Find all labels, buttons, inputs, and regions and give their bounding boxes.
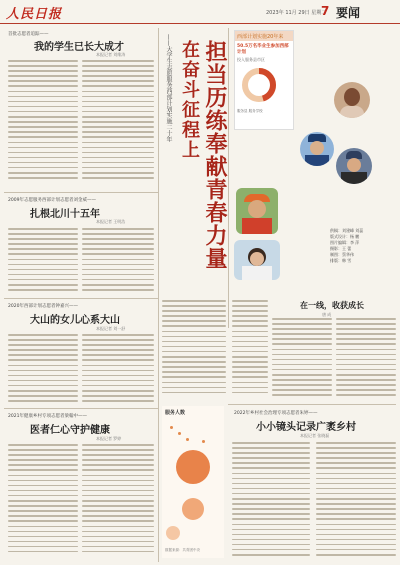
bubble-mark [166,526,180,540]
article-body [232,442,310,560]
row-divider [4,408,158,409]
article-tag: 2020年西部计划志愿者钟嘉兴—— [8,304,78,309]
article-headline: 医者仁心守护健康 [30,425,110,436]
article-body [162,300,226,400]
article-headline: 我的学生已长大成才 [34,42,124,53]
masthead [0,0,400,24]
article-byline: 本报记者 罗婷 [96,436,122,441]
article-tag: 2022年乡村社会治理专项志愿者朱婷—— [234,411,318,416]
main-subtitle: ——大学生志愿服务西部计划实施二十年 [165,34,172,142]
article-body [82,444,154,560]
article-body [232,300,268,400]
article-byline: 本报记者 王明浩 [96,219,126,224]
portrait-photo [234,240,280,280]
article-body [8,334,78,404]
article-tag: 首批志愿者追踪—— [8,32,49,37]
article-headline: 小小镜头记录广袤乡村 [256,422,356,433]
info-card [234,30,294,130]
credit-line: 摄影：王 蕾 [330,246,352,251]
article-byline: 本报记者 张晓磊 [300,433,330,438]
row-divider [228,404,396,405]
dot-mark [202,440,205,443]
article-body [82,60,154,188]
page-number: 7 [321,4,330,18]
credit-line: 图片编辑：李 萍 [330,240,360,245]
portrait-photo [336,148,372,184]
legend-item: 服务县 [237,109,248,113]
newspaper-logo: 人民日报 [6,7,63,22]
credit-line: 供稿：刘建峰 刘蕊 [330,228,364,233]
credit-line: 排版：韩 雪 [330,258,352,263]
commentary-headline: 在一线，收获成长 [300,300,364,310]
bubble-mark [182,498,204,520]
article-body [316,442,396,560]
row-divider [4,298,158,299]
main-title-line1: 在奋斗征程上 [179,40,200,160]
infographic-title: 服务人数 [165,410,186,416]
commentary-byline: 唐 成 [322,312,332,317]
article-body [82,228,154,294]
dot-mark [178,432,181,435]
infographic [162,406,224,558]
page-name: 要闻 [336,6,361,20]
credit-line: 版式设计：杨 鹏 [330,234,360,239]
dot-mark [186,438,189,441]
portrait-photo [236,188,278,234]
article-tag: 2009年志愿服务西部计划志愿者刘金威—— [8,198,96,203]
bubble-mark [176,450,210,484]
article-body [8,444,78,560]
article-headline: 大山的女儿心系大山 [30,315,120,326]
column-divider [158,28,159,562]
commentary-body [272,318,332,402]
article-body [8,228,78,294]
main-title-line2: 担当历练奉献青春力量 [202,40,228,270]
dot-mark [170,426,173,429]
portrait-photo [300,132,334,166]
infographic-footnote: 数据来源：共青团中央 [165,548,200,552]
article-tag: 2021年健康乡村专项志愿者梁翰中—— [8,414,87,419]
article-body [8,60,78,188]
credit-line: 制图：蔡华伟 [330,252,354,257]
info-card-header: 西部计划实施20年来 [237,34,284,40]
article-byline: 本报记者 刘维涛 [96,52,126,57]
credits-list [330,228,363,264]
commentary-body [336,318,396,402]
issue-date: 2023年 11月 29日 星期二 [266,10,327,16]
legend-item: 服务学校 [248,109,263,113]
row-divider [4,192,158,193]
info-card-note: 投入服务县市区 [237,57,265,62]
donut-chart [237,65,293,105]
info-card-stat: 50.5万名毕业生参加西部计划 [237,44,289,55]
portrait-photo [334,82,370,118]
article-byline: 本报记者 刘一舒 [96,326,126,331]
article-body [82,334,154,404]
article-headline: 扎根北川十五年 [30,209,100,220]
